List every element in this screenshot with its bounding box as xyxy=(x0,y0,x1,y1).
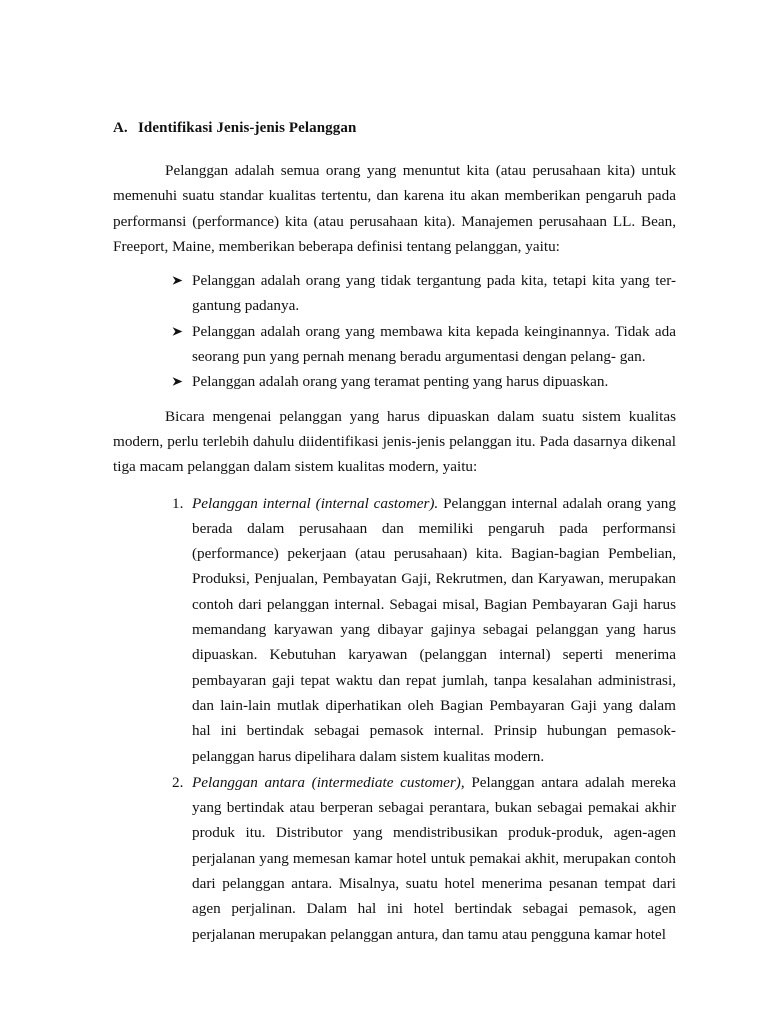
list-item xyxy=(113,369,676,394)
list-item-lead-italic: Pelanggan antara (intermediate customer) xyxy=(192,773,461,791)
customer-types-list xyxy=(113,491,676,947)
list-item-number: 2. xyxy=(172,773,184,791)
list-item-text: Pelanggan adalah orang yang membawa kita kepada keinginannya. Tidak ada seorang pun yang pernah menang beradu argumentasi dengan pelang- gan. xyxy=(192,322,676,366)
section-heading-text: Identifikasi Jenis-jenis Pelanggan xyxy=(138,120,357,136)
list-item-body xyxy=(192,491,676,769)
list-item-text: Pelanggan internal adalah orang yang berada dalam perusahaan dan memiliki pengaruh pada performansi (performance) pekerjaan (atau perusahaan) kita. Bagian-bagian Pembelian, Produksi, Penjualan, Pembayatan Gaji, Rekrutmen, dan Karyawan, merupakan contoh dari pelanggan internal. Sebagai misal, Bagian Pembayaran Gaji harus memandang karyawan yang dibayar gajinya sebagai pelanggan yang harus dipuaskan. Kebutuhan karyawan (pelanggan internal) seperti menerima pembayaran gaji tepat waktu dan repat jumlah, tanpa kesalahan administrasi, dan lain-lain mutlak diperhatikan oleh Bagian Pembayaran Gaji yang dalam hal ini bertindak sebagai pemasok internal. Prinsip hubungan pemasok-pelanggan harus dipelihara dalam sistem kualitas modern. xyxy=(192,494,676,765)
arrowhead-right-icon xyxy=(172,369,188,386)
middle-paragraph: Bicara mengenai pelanggan yang harus dipuaskan dalam suatu sistem kualitas modern, perlu terlebih dahulu diidentifikasi jenis-jenis pelanggan itu. Pada dasarnya dikenal tiga macam pelanggan dalam sistem kualitas modern, yaitu: xyxy=(113,407,676,476)
list-item-body xyxy=(192,770,676,947)
list-item xyxy=(113,770,676,947)
list-item-text: , Pelanggan antara adalah mereka yang bertindak atau berperan sebagai perantara, bukan sebagai pemakai akhir produk itu. Distributor yang mendistribusikan produk-produk, agen-agen perjalanan yang memesan kamar hotel untuk pemakai akhit, merupakan contoh dari pelanggan antara. Misalnya, suatu hotel menerima pesanan tempat dari agen perjalinan. Dalam hal ini hotel bertindak sebagai pemasok, agen perjalanan merupakan pelanggan antura, dan tamu atau pengguna kamar hotel xyxy=(192,773,676,943)
section-heading-label: A. xyxy=(113,120,128,136)
intro-paragraph: Pelanggan adalah semua orang yang menuntut kita (atau perusahaan kita) untuk memenuhi suatu standar kualitas tertentu, dan karena itu akan memberikan pengaruh pada performansi (performance) kita (atau perusahaan kita). Manajemen perusahaan LL. Bean, Freeport, Maine, memberikan beberapa definisi tentang pelanggan, yaitu: xyxy=(113,162,676,255)
arrowhead-right-icon xyxy=(172,319,188,336)
document-content xyxy=(113,118,676,948)
list-item-lead-italic: Pelanggan internal (internal castomer). xyxy=(192,494,439,512)
definition-bullet-list xyxy=(113,268,676,394)
list-item-text: Pelanggan adalah orang yang tidak tergantung pada kita, tetapi kita yang ter- gantung padanya. xyxy=(192,272,676,315)
list-item xyxy=(113,491,676,769)
list-item xyxy=(113,319,676,370)
list-item xyxy=(113,268,676,319)
list-item-number: 1. xyxy=(172,494,184,512)
arrowhead-right-icon xyxy=(172,268,188,285)
section-heading xyxy=(113,118,676,138)
list-item-text: Pelanggan adalah orang yang teramat penting yang harus dipuaskan. xyxy=(192,373,609,391)
